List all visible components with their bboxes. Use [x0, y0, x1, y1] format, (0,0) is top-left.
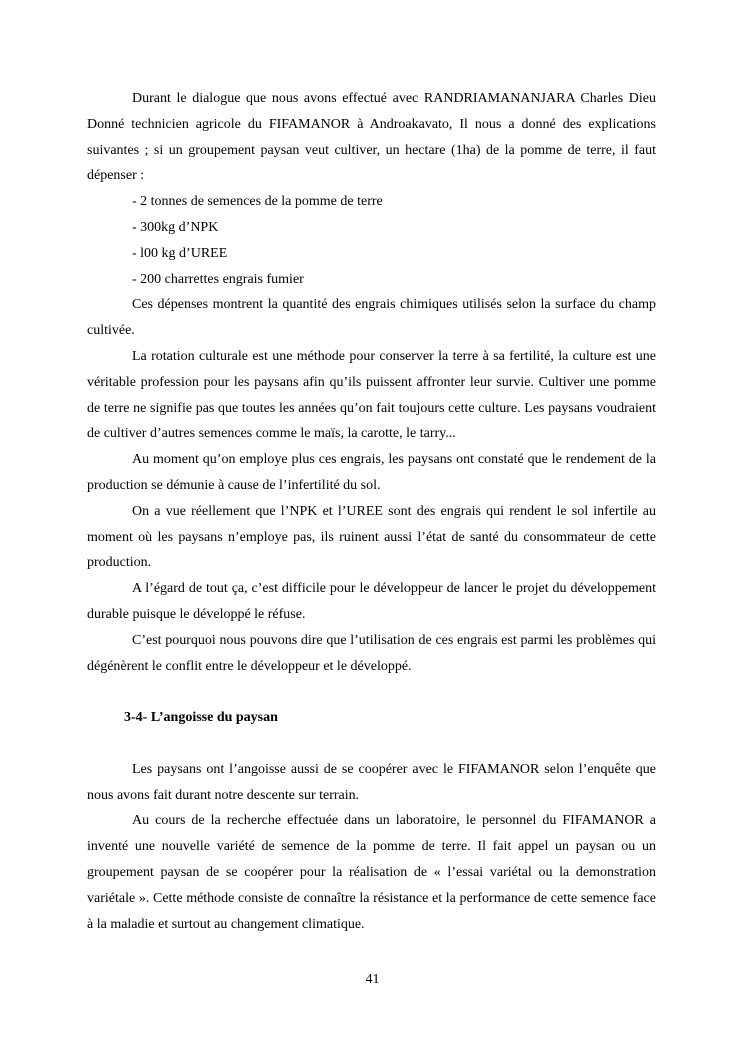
- document-body: [87, 86, 656, 937]
- paragraph-conclusion: C’est pourquoi nous pouvons dire que l’utilisation de ces engrais est parmi les problèmes qui dégénèrent le conflit entre le développeur et le développé.: [87, 632, 656, 674]
- paragraph-expenses: Ces dépenses montrent la quantité des engrais chimiques utilisés selon la surface du champ cultivée.: [87, 297, 656, 339]
- paragraph-research: Au cours de la recherche effectuée dans un laboratoire, le personnel du FIFAMANOR a inventé une nouvelle variété de semence de la pomme de terre. Il fait appel un paysan ou un groupement paysan de se coopérer pour la réalisation de « l’essai variétal ou la demonstration variétale ». Cette méthode consiste de connaître la résistance et la performance de cette semence face à la maladie et surtout au changement climatique.: [87, 813, 656, 932]
- list-item: - l00 kg d’UREE: [132, 245, 228, 261]
- paragraph-developer: A l’égard de tout ça, c’est difficile pour le développeur de lancer le projet du développement durable puisque le développé le réfuse.: [87, 581, 656, 622]
- section-heading: 3-4- L’angoisse du paysan: [124, 710, 278, 726]
- list-item: - 2 tonnes de semences de la pomme de terre: [132, 194, 383, 210]
- list-item: - 300kg d’NPK: [132, 219, 219, 235]
- paragraph-npk-uree: On a vue réellement que l’NPK et l’UREE sont des engrais qui rendent le sol infertile au moment où les paysans n’employe pas, ils ruinent aussi l’état de santé du consommateur de cette production.: [87, 503, 656, 571]
- spacer: [87, 679, 656, 705]
- list-item: - 200 charrettes engrais fumier: [132, 271, 304, 287]
- page-number: 41: [365, 972, 380, 987]
- paragraph-rotation: La rotation culturale est une méthode pour conserver la terre à sa fertilité, la culture est une véritable profession pour les paysans afin qu’ils puissent affronter leur survie. Cultiver une pomme de terre ne signifie pas que toutes les années qu’on fait toujours cette culture. Les paysans voudraient de cultiver d’autres semences comme le maïs, la carotte, le tarry...: [87, 348, 656, 442]
- paragraph-dialogue: Durant le dialogue que nous avons effectué avec RANDRIAMANANJARA Charles Dieu Donné technicien agricole du FIFAMANOR à Androakavato, Il nous a donné des explications suivantes ; si un groupement paysan veut cultiver, un hectare (1ha) de la pomme de terre, il faut dépenser :: [87, 91, 656, 184]
- paragraph-anguish: Les paysans ont l’angoisse aussi de se coopérer avec le FIFAMANOR selon l’enquête que nous avons fait durant notre descente sur terrain.: [87, 761, 656, 803]
- spacer: [87, 731, 656, 757]
- paragraph-yield: Au moment qu’on employe plus ces engrais, les paysans ont constaté que le rendement de la production se démunie à cause de l’infertilité du sol.: [87, 452, 656, 493]
